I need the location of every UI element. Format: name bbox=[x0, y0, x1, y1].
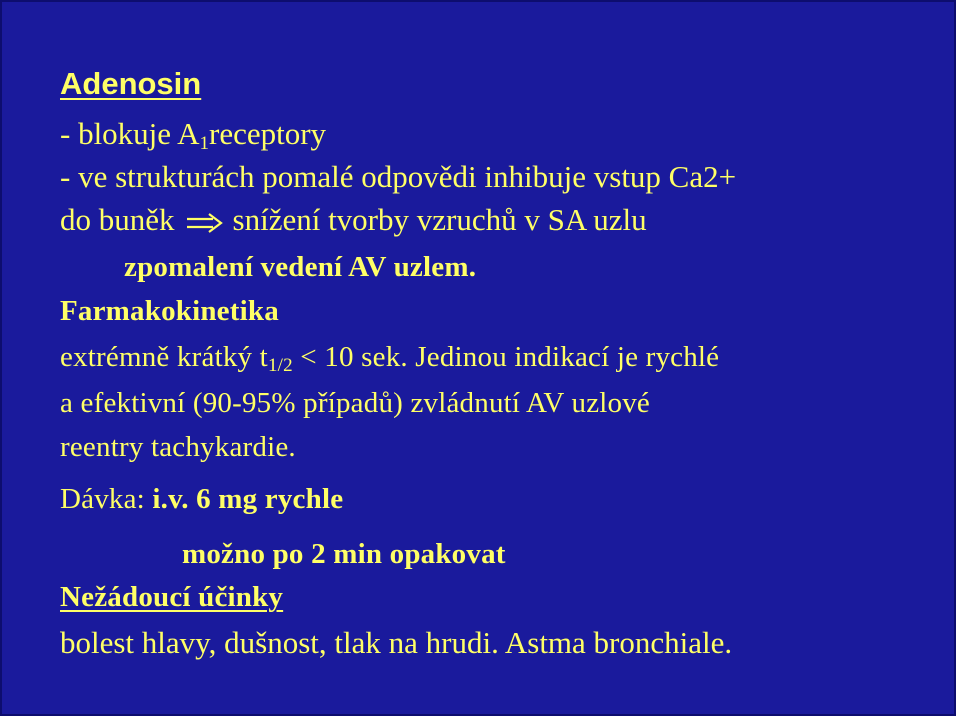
halflife-text-prefix: extrémně krátký t bbox=[60, 341, 268, 373]
pharmacokinetics-heading: Farmakokinetika bbox=[60, 295, 279, 327]
implies-arrow-icon bbox=[185, 212, 225, 234]
receptor-text-prefix: - blokuje A bbox=[60, 116, 200, 151]
mechanism-line-cells bbox=[60, 204, 647, 235]
pharmacokinetics-line-efficacy: a efektivní (90-95% případů) zvládnutí AV uzlové bbox=[60, 387, 650, 419]
mechanism-line-av-node: zpomalení vedení AV uzlem. bbox=[124, 251, 477, 283]
dose-label: Dávka: bbox=[60, 483, 153, 515]
cells-text: do buněk bbox=[60, 202, 175, 237]
receptor-text-suffix: receptory bbox=[209, 116, 327, 151]
side-effects-text: bolest hlavy, dušnost, tlak na hrudi. Astma bronchiale. bbox=[60, 625, 733, 660]
pharmacokinetics-line-halflife bbox=[60, 341, 720, 376]
dose-value: i.v. 6 mg rychle bbox=[152, 483, 344, 515]
halflife-subscript: 1/2 bbox=[267, 355, 293, 376]
slide-title: Adenosin bbox=[60, 66, 202, 101]
dose-line bbox=[60, 485, 343, 514]
side-effects-heading: Nežádoucí účinky bbox=[60, 581, 284, 613]
sa-node-text: snížení tvorby vzruchů v SA uzlu bbox=[232, 202, 647, 237]
dose-repeat: možno po 2 min opakovat bbox=[182, 538, 506, 570]
pharmacokinetics-line-reentry: reentry tachykardie. bbox=[60, 431, 296, 463]
mechanism-line-calcium: - ve strukturách pomalé odpovědi inhibuje vstup Ca2+ bbox=[60, 159, 737, 194]
halflife-text-suffix: < 10 sek. Jedinou indikací je rychlé bbox=[292, 341, 720, 373]
mechanism-line-receptors bbox=[60, 116, 327, 154]
receptor-subscript: 1 bbox=[199, 133, 209, 154]
